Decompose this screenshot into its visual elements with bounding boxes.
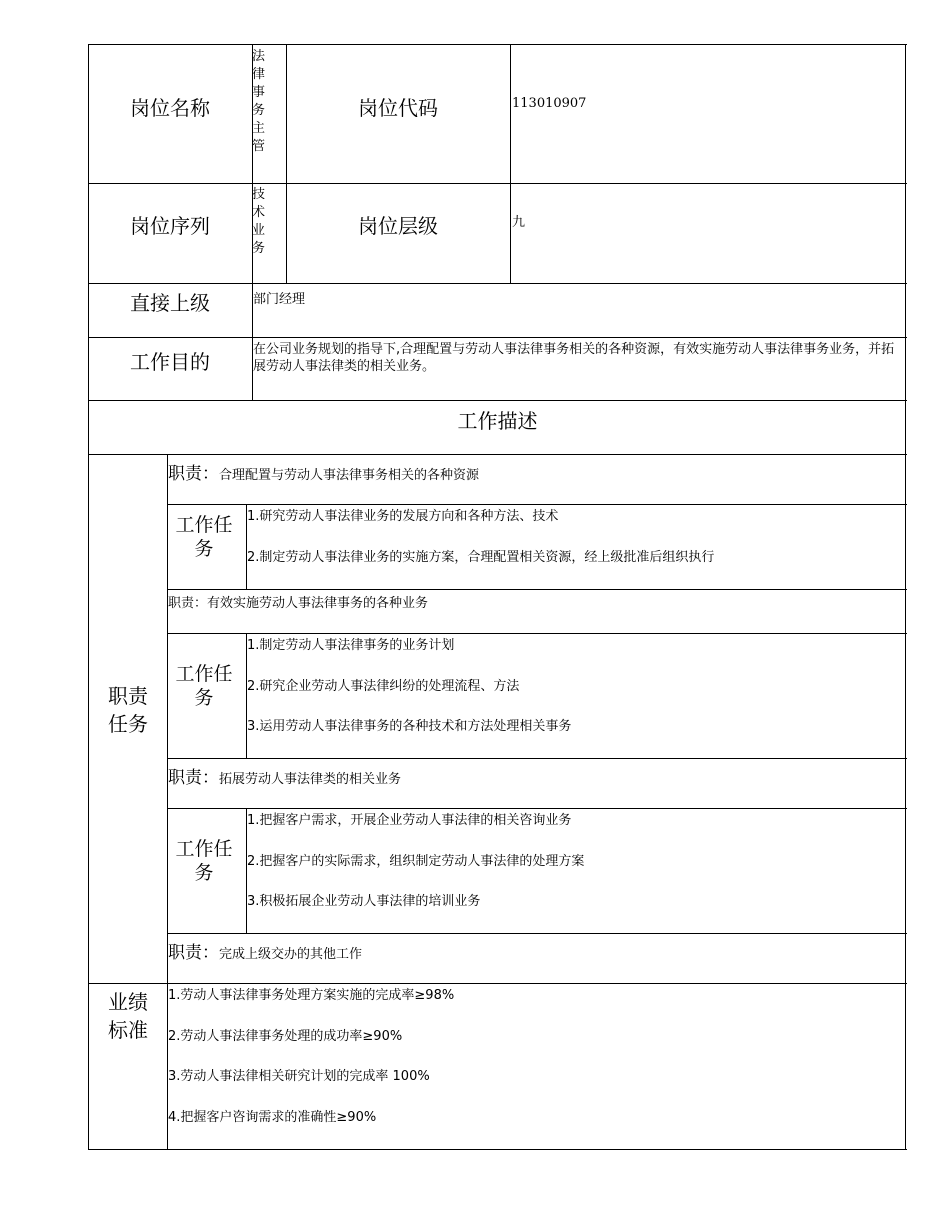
grid-line [167,808,907,809]
performance-item: 3.劳动人事法律相关研究计划的完成率 100% [168,1069,430,1084]
grid-line [88,44,907,45]
task-list [247,811,584,933]
grid-line [167,589,907,590]
grid-line [88,337,907,338]
purpose-value: 在公司业务规划的指导下,合理配置与劳动人事法律事务相关的各种资源，有效实施劳动人事法律事务业务，并拓展劳动人事法律类的相关业务。 [253,342,895,374]
position-level-value: 九 [512,215,526,230]
duty-prefix: 职责： [168,596,208,611]
grid-line [88,283,907,284]
task-label: 工作任务 [175,838,233,884]
grid-line [167,504,907,505]
duty-text: 完成上级交办的其他工作 [219,947,363,962]
duty-text: 拓展劳动人事法律类的相关业务 [219,772,402,787]
grid-line [167,933,907,934]
task-label: 工作任务 [175,514,233,560]
duty-prefix: 职责： [168,464,219,484]
performance-item: 1.劳动人事法律事务处理方案实施的完成率≥98% [168,988,455,1003]
grid-line [510,44,511,283]
task-item: 1.把握客户需求，开展企业劳动人事法律的相关咨询业务 [247,813,572,828]
supervisor-label: 直接上级 [130,291,210,315]
task-label: 工作任务 [175,663,233,709]
duty-prefix: 职责： [168,943,219,963]
position-sequence-label: 岗位序列 [130,214,210,238]
position-level-label: 岗位层级 [358,214,438,238]
duty-header [168,938,362,963]
position-name-label: 岗位名称 [130,96,210,120]
grid-line [88,400,907,401]
grid-line [167,758,907,759]
position-name-value: 法律事务主管 [252,49,266,154]
position-code-value: 113010907 [512,96,587,111]
duty-text: 有效实施劳动人事法律事务的各种业务 [207,596,429,611]
duty-header [168,592,428,611]
duties-label: 职责任务 [108,684,148,736]
task-item: 2.研究企业劳动人事法律纠纷的处理流程、方法 [247,678,520,694]
position-sequence-value: 技术业务 [252,187,266,256]
grid-line [88,983,907,984]
supervisor-value: 部门经理 [253,292,306,307]
task-list [247,507,714,588]
position-code-label: 岗位代码 [358,96,438,120]
performance-label: 业绩标准 [108,990,148,1042]
grid-line [905,44,906,1150]
task-item: 2.把握客户的实际需求，组织制定劳动人事法律的处理方案 [247,853,585,869]
duty-prefix: 职责： [168,768,219,788]
grid-line [88,454,907,455]
task-item: 3.积极拓展企业劳动人事法律的培训业务 [247,894,481,909]
duty-header [168,763,401,788]
task-item: 3.运用劳动人事法律事务的各种技术和方法处理相关事务 [247,719,572,734]
purpose-label: 工作目的 [130,350,210,374]
grid-line [286,44,287,283]
grid-line [167,633,907,634]
performance-item: 2.劳动人事法律事务处理的成功率≥90% [168,1028,403,1044]
duty-text: 合理配置与劳动人事法律事务相关的各种资源 [219,468,480,483]
duty-header [168,459,479,484]
section-title: 工作描述 [457,409,538,433]
grid-line [88,1149,907,1150]
performance-list [168,986,454,1148]
grid-line [88,183,907,184]
task-item: 1.制定劳动人事法律事务的业务计划 [247,638,455,653]
task-list [247,636,571,758]
task-item: 2.制定劳动人事法律业务的实施方案，合理配置相关资源，经上级批准后组织执行 [247,549,715,565]
performance-item: 4.把握客户咨询需求的准确性≥90% [168,1109,377,1125]
task-item: 1.研究劳动人事法律业务的发展方向和各种方法、技术 [247,509,559,524]
